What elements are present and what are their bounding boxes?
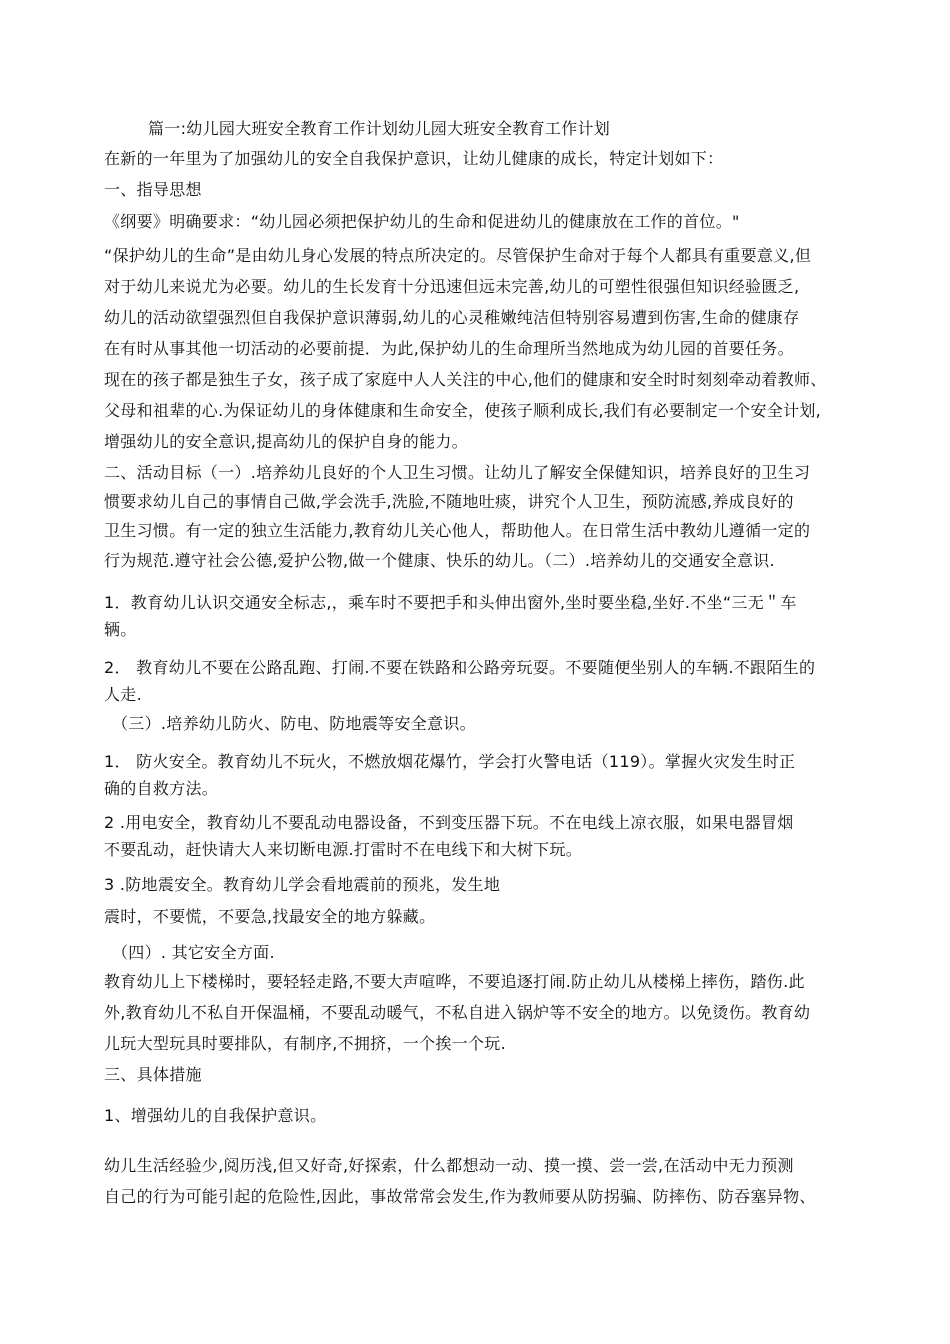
paragraph-line: 惯要求幼儿自己的事情自己做,学会洗手,洗脸,不随地吐痰，讲究个人卫生，预防流感,养成良好的 [104,492,794,511]
subheading-other-safety: （四）. 其它安全方面. [112,943,275,962]
paragraph-line: 卫生习惯。有一定的独立生活能力,教育幼儿关心他人，帮助他人。在日常生活中教幼儿遵循一定的 [104,521,811,540]
list-item-traffic-1-cont: 辆。 [104,620,137,639]
paragraph-line: 行为规范.遵守社会公德,爱护公物,做一个健康、快乐的幼儿。（二）.培养幼儿的交通安全意识. [104,551,775,570]
paragraph-line: 增强幼儿的安全意识,提高幼儿的保护自身的能力。 [104,432,468,451]
paragraph-line: 教育幼儿上下楼梯时，要轻轻走路,不要大声喧哗，不要追逐打闹.防止幼儿从楼梯上摔伤，踏伤.此 [104,972,805,991]
list-item-electric: 2 .用电安全，教育幼儿不要乱动电器设备，不到变压器下玩。不在电线上凉衣服，如果电器冒烟 [104,813,794,832]
paragraph-line: 幼儿的活动欲望强烈但自我保护意识薄弱,幼儿的心灵稚嫩纯洁但特别容易遭到伤害,生命的健康存 [104,308,800,327]
paragraph-line: 现在的孩子都是独生子女，孩子成了家庭中人人关注的中心,他们的健康和安全时时刻刻牵动着教师、 [104,370,827,389]
paragraph-line: 《纲要》明确要求：“幼儿园必须把保护幼儿的生命和促进幼儿的健康放在工作的首位。" [104,212,740,231]
subheading-fire-electric-earthquake: （三）.培养幼儿防火、防电、防地震等安全意识。 [112,714,476,733]
list-item-fire: 1． 防火安全。教育幼儿不玩火，不燃放烟花爆竹，学会打火警电话（119）。掌握火灾发生时正 [104,752,796,771]
paragraph-line: 自己的行为可能引起的危险性,因此，事故常常会发生,作为教师要从防拐骗、防摔伤、防吞塞异物、 [104,1187,816,1206]
list-item-traffic-2: 2． 教育幼儿不要在公路乱跑、打闹.不要在铁路和公路旁玩耍。不要随便坐别人的车辆.不跟陌生的 [104,658,816,677]
list-item-fire-cont: 确的自救方法。 [104,779,219,798]
section-heading-activity-goals: 二、活动目标（一）.培养幼儿良好的个人卫生习惯。让幼儿了解安全保健知识，培养良好的卫生习 [104,463,811,482]
paragraph-line: 幼儿生活经验少,阅历浅,但又好奇,好探索，什么都想动一动、摸一摸、尝一尝,在活动中无力预测 [104,1156,794,1175]
document-title: 篇一:幼儿园大班安全教育工作计划幼儿园大班安全教育工作计划 [148,119,611,138]
paragraph-line: 对于幼儿来说尤为必要。幼儿的生长发育十分迅速但远未完善,幼儿的可塑性很强但知识经验匮乏, [104,277,800,296]
section-heading-measures: 三、具体措施 [104,1065,202,1084]
list-item-traffic-2-cont: 人走. [104,685,142,704]
paragraph-line: 父母和祖辈的心.为保证幼儿的身体健康和生命安全，使孩子顺利成长,我们有必要制定一个安全计划, [104,401,822,420]
list-item-electric-cont: 不要乱动，赶快请大人来切断电源.打雷时不在电线下和大树下玩。 [104,840,583,859]
list-item-self-protection: 1、增强幼儿的自我保护意识。 [104,1106,327,1125]
paragraph-line: 在有时从事其他一切活动的必要前提．为此,保护幼儿的生命理所当然地成为幼儿园的首要任务。 [104,339,794,358]
list-item-traffic-1: 1．教育幼儿认识交通安全标志,，乘车时不要把手和头伸出窗外,坐时要坐稳,坐好.不坐“三无＂车 [104,593,797,612]
paragraph-line: 儿玩大型玩具时要排队，有制序,不拥挤，一个挨一个玩. [104,1034,506,1053]
section-heading-guiding-ideology: 一、指导思想 [104,180,202,199]
paragraph-line: “保护幼儿的生命”是由幼儿身心发展的特点所决定的。尽管保护生命对于每个人都具有重要意义,但 [104,246,812,265]
intro-paragraph: 在新的一年里为了加强幼儿的安全自我保护意识，让幼儿健康的成长，特定计划如下： [104,149,724,168]
list-item-earthquake: 3 .防地震安全。教育幼儿学会看地震前的预兆，发生地 [104,875,501,894]
list-item-earthquake-cont: 震时，不要慌，不要急,找最安全的地方躲藏。 [104,907,436,926]
paragraph-line: 外,教育幼儿不私自开保温桶，不要乱动暖气，不私自进入锅炉等不安全的地方。以免烫伤。教育幼 [104,1003,811,1022]
